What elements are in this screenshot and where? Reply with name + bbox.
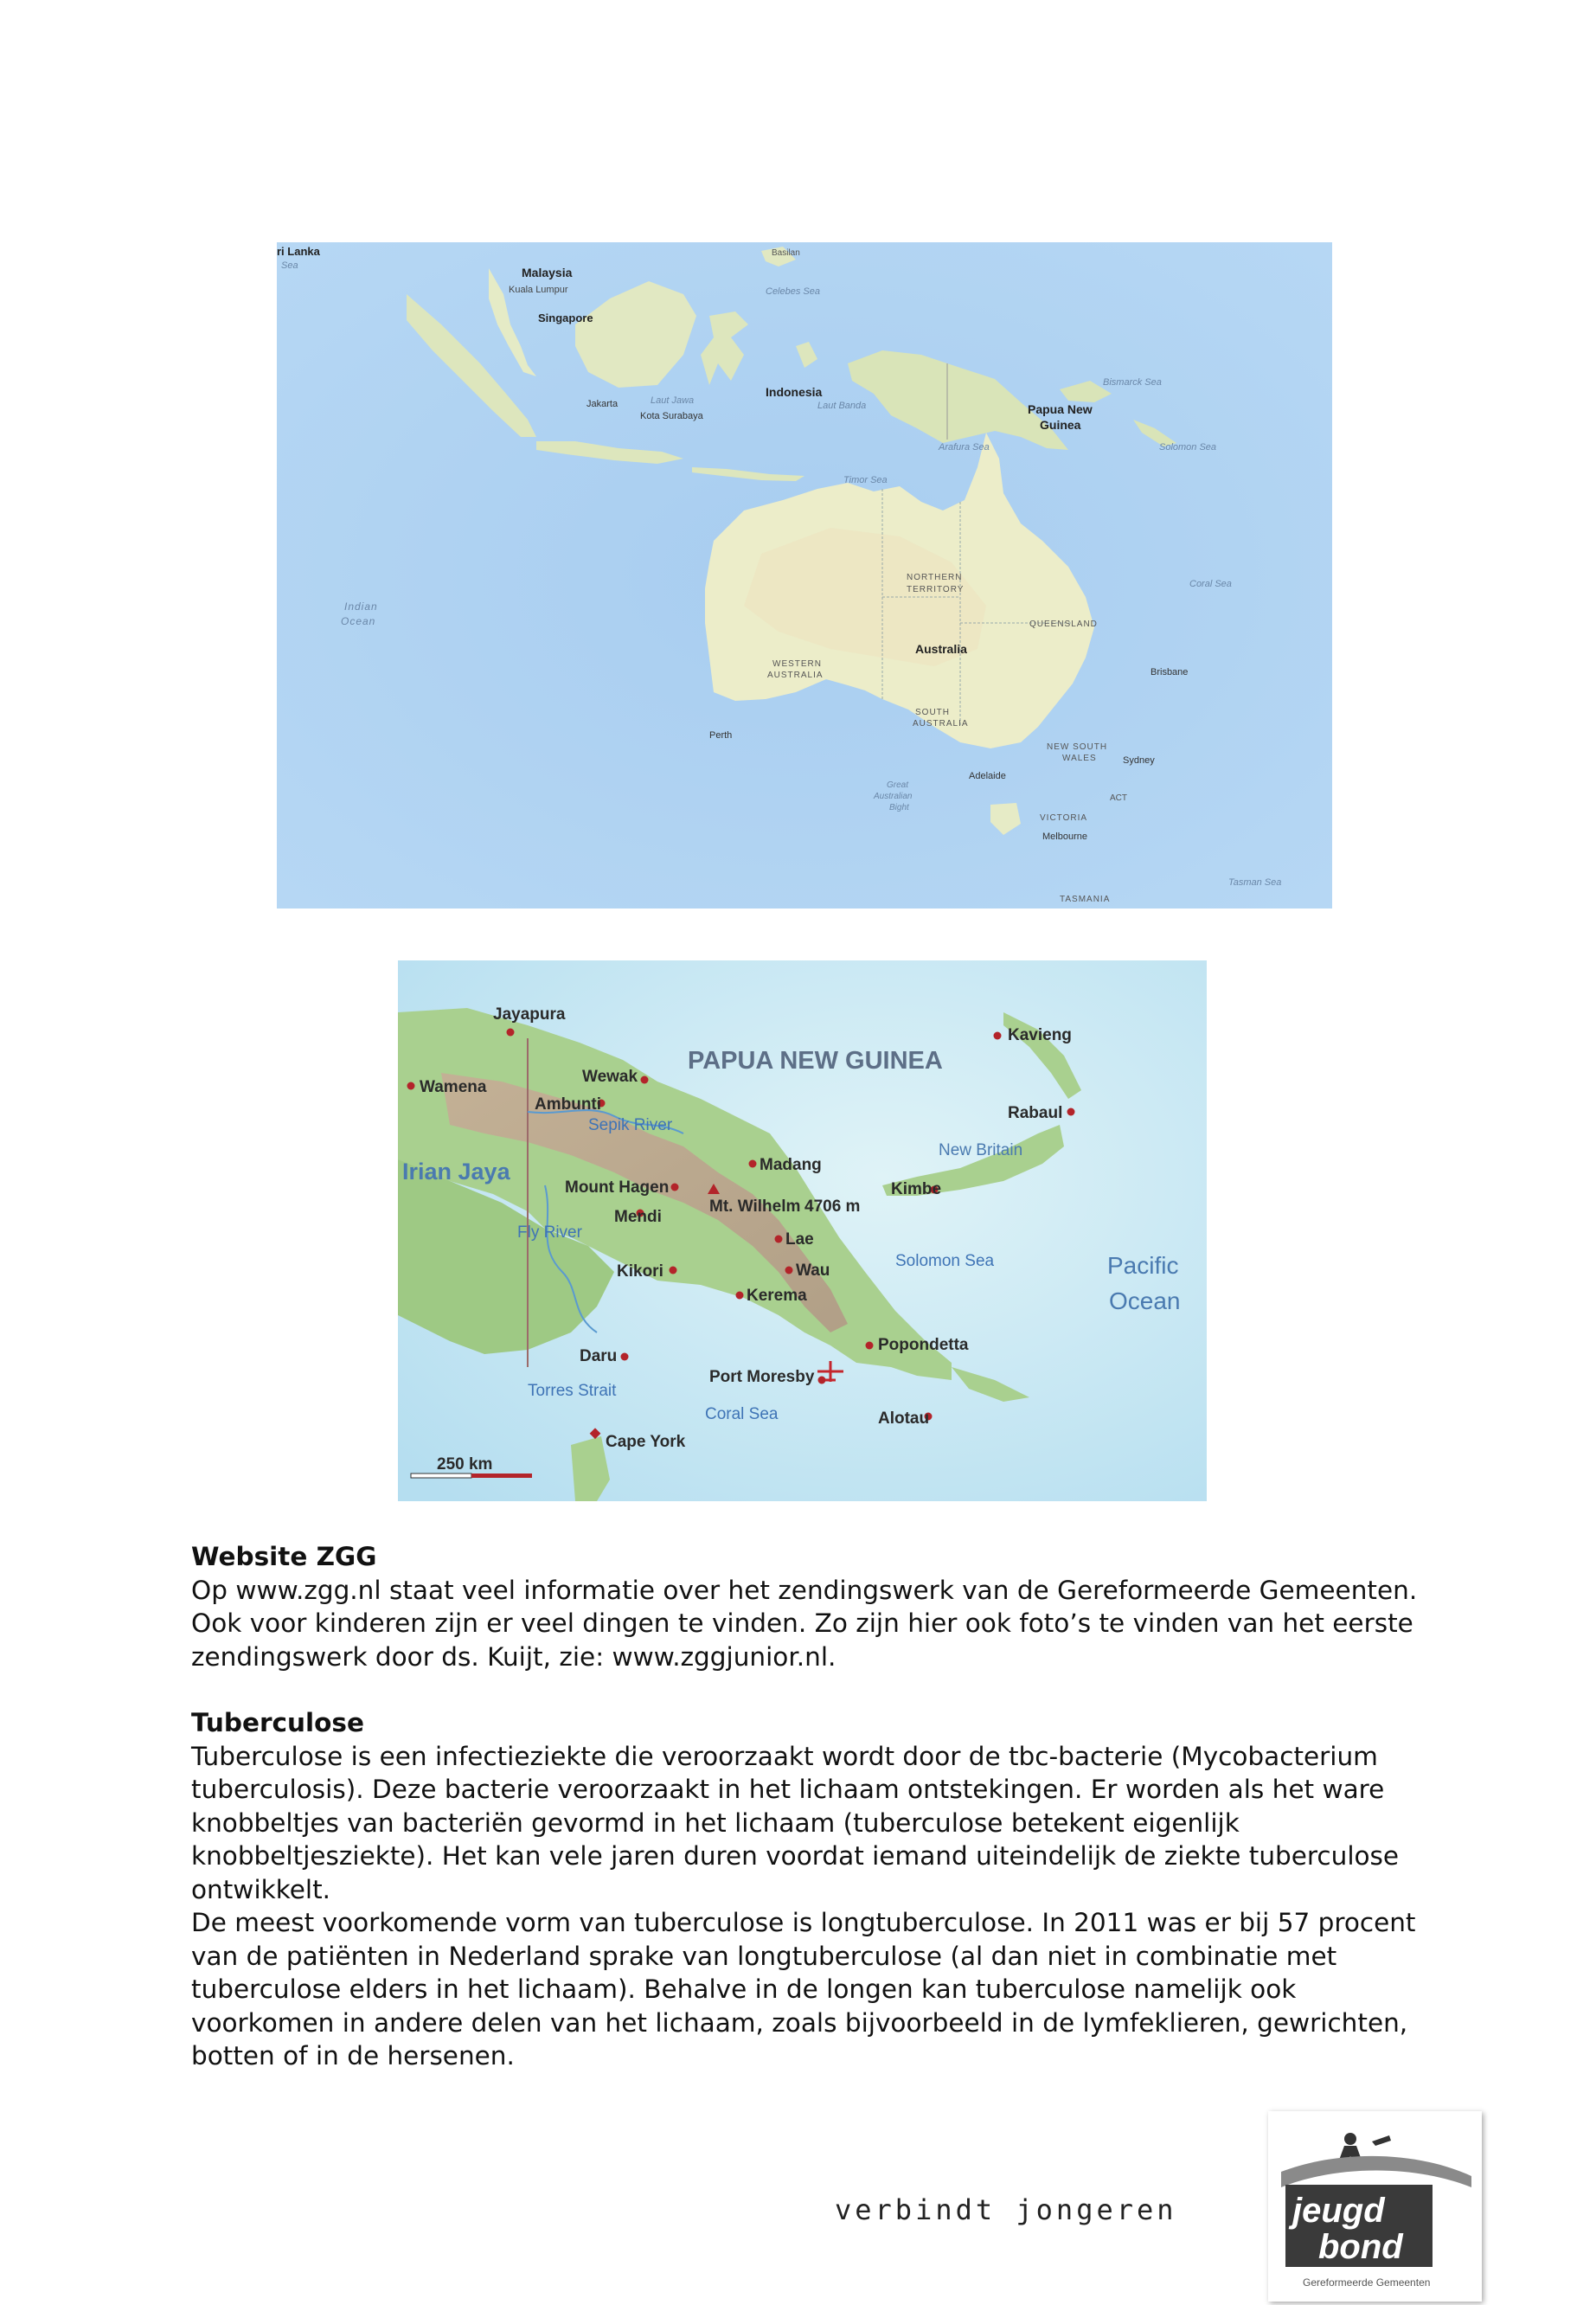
- label-sa-1: SOUTH: [915, 708, 950, 717]
- section-paragraph: Tuberculose is een infectieziekte die veroorzaakt wordt door de tbc-bacterie (Mycobacterium tuberculosis). Deze bacterie veroorzaakt in het lichaam ontstekingen. Er worden als het ware knobbeltjes van bacteriën gevormd in het lichaam (tuberculose betekent eigenlijk knobbeltjesziekte). Het kan vele jaren duren voordat iemand uiteindelijk de ziekte tuberculose ontwikkelt.: [191, 1741, 1400, 1904]
- png-label-mendi: Mendi: [614, 1208, 662, 1226]
- label-sydney: Sydney: [1123, 755, 1155, 766]
- png-label-mount-hagen: Mount Hagen: [565, 1178, 670, 1197]
- label-melbourne: Melbourne: [1042, 831, 1087, 842]
- label-wa-1: WESTERN: [772, 659, 822, 669]
- label-timor-sea: Timor Sea: [843, 475, 888, 485]
- png-label-irian-jaya: Irian Jaya: [402, 1159, 510, 1185]
- label-nsw-2: WALES: [1062, 754, 1097, 763]
- label-vic: VICTORIA: [1040, 813, 1088, 823]
- png-label-new-britain: New Britain: [939, 1141, 1023, 1159]
- logo-word-1: jeugd: [1292, 2192, 1385, 2230]
- png-label-port-moresby: Port Moresby: [709, 1368, 815, 1386]
- png-label-coral-sea: Coral Sea: [705, 1405, 779, 1423]
- label-png-1: Papua New: [1028, 402, 1093, 416]
- section-paragraph: Op www.zgg.nl staat veel informatie over het zendingswerk van de Gereformeerde Gemeenten. Ook voor kinderen zijn er veel dingen te vinden. Zo zijn hier ook foto’s te vinden van het eerste zendingswerk door ds. Kuijt, zie: www.zggjunior.nl.: [191, 1575, 1418, 1672]
- label-sri-sea: Sea: [281, 260, 298, 271]
- png-label-lae: Lae: [785, 1230, 814, 1249]
- png-label-kikori: Kikori: [617, 1262, 663, 1281]
- label-sri-lanka: ri Lanka: [277, 245, 320, 258]
- png-label-popondetta: Popondetta: [878, 1336, 969, 1354]
- png-label-madang: Madang: [760, 1156, 822, 1174]
- png-label-alotau: Alotau: [878, 1409, 930, 1428]
- label-act: ACT: [1110, 793, 1127, 803]
- png-label-torres-strait: Torres Strait: [528, 1382, 617, 1400]
- label-solomon-sea: Solomon Sea: [1159, 442, 1217, 453]
- logo-word-2: bond: [1318, 2228, 1403, 2266]
- section-paragraph: De meest voorkomende vorm van tuberculose is longtuberculose. In 2011 was er bij 57 procent van de patiënten in Nederland sprake van longtuberculose (al dan niet in combinatie met tuberculose elders in het lichaam). Behalve in de longen kan tuberculose namelijk ook voorkomen in andere delen van het lichaam, zoals bijvoorbeeld in de lymfeklieren, gewrichten, botten of in de hersenen.: [191, 1908, 1416, 2071]
- label-indonesia: Indonesia: [766, 385, 823, 399]
- label-nt-2: TERRITORY: [907, 585, 965, 594]
- png-label-kimbe: Kimbe: [891, 1180, 942, 1198]
- label-adelaide: Adelaide: [969, 771, 1006, 781]
- png-label-ambunti: Ambunti: [535, 1095, 602, 1114]
- label-bight-2: Australian: [874, 792, 913, 801]
- label-basilan: Basilan: [772, 248, 800, 258]
- label-laut-jawa: Laut Jawa: [651, 395, 695, 406]
- jeugdbond-logo: [1268, 2111, 1482, 2302]
- label-wa-2: AUSTRALIA: [767, 671, 824, 680]
- label-malaysia: Malaysia: [522, 266, 573, 279]
- label-bight-1: Great: [887, 780, 909, 790]
- label-bismarck-sea: Bismarck Sea: [1103, 377, 1162, 388]
- png-title: PAPUA NEW GUINEA: [688, 1047, 943, 1075]
- label-celebes-sea: Celebes Sea: [766, 286, 820, 297]
- png-label-wau: Wau: [796, 1262, 830, 1280]
- label-laut-banda: Laut Banda: [817, 401, 867, 411]
- png-label-kavieng: Kavieng: [1008, 1026, 1072, 1044]
- png-label-pacific-2: Ocean: [1109, 1287, 1181, 1314]
- label-tasmania: TASMANIA: [1060, 895, 1111, 904]
- png-label-solomon-sea: Solomon Sea: [895, 1252, 995, 1270]
- section-website-zgg: [191, 1540, 1420, 1673]
- png-label-kerema: Kerema: [747, 1287, 807, 1305]
- label-qld: QUEENSLAND: [1029, 620, 1098, 629]
- label-jakarta: Jakarta: [586, 399, 619, 409]
- section-tuberculose: [191, 1706, 1420, 2073]
- label-sa-2: AUSTRALIA: [913, 719, 969, 729]
- png-label-cape-york: Cape York: [606, 1433, 686, 1451]
- label-nt-1: NORTHERN: [907, 573, 963, 582]
- label-perth: Perth: [709, 730, 733, 741]
- png-label-fly-river: Fly River: [517, 1223, 582, 1242]
- footer-tagline: verbindt jongeren: [835, 2193, 1177, 2226]
- png-label-mt-wilhelm-height: 4706 m: [804, 1197, 861, 1216]
- label-indian-1: Indian: [344, 600, 378, 613]
- section-heading: Website ZGG: [191, 1542, 377, 1571]
- section-heading: Tuberculose: [191, 1708, 364, 1737]
- label-coral-sea: Coral Sea: [1189, 579, 1232, 589]
- label-nsw-1: NEW SOUTH: [1047, 742, 1108, 752]
- label-brisbane: Brisbane: [1151, 667, 1189, 677]
- png-label-rabaul: Rabaul: [1008, 1104, 1063, 1122]
- png-scale-label: 250 km: [437, 1455, 493, 1474]
- png-label-wewak: Wewak: [582, 1068, 638, 1086]
- png-label-mt-wilhelm: Mt. Wilhelm: [709, 1197, 801, 1216]
- label-surabaya: Kota Surabaya: [640, 411, 703, 421]
- article-text: [191, 1540, 1420, 2073]
- map-papua-new-guinea: [398, 960, 1207, 1501]
- label-singapore: Singapore: [538, 311, 593, 324]
- label-arafura-sea: Arafura Sea: [939, 442, 990, 453]
- label-bight-3: Bight: [889, 803, 909, 812]
- label-png-2: Guinea: [1040, 418, 1081, 432]
- label-australia: Australia: [915, 642, 967, 656]
- png-label-daru: Daru: [580, 1347, 618, 1365]
- label-indian-2: Ocean: [341, 615, 376, 627]
- label-tasman-sea: Tasman Sea: [1228, 877, 1282, 888]
- png-label-wamena: Wamena: [420, 1078, 487, 1096]
- logo-swoosh: [1281, 2156, 1471, 2187]
- png-label-jayapura: Jayapura: [493, 1005, 566, 1024]
- label-kuala-lumpur: Kuala Lumpur: [509, 285, 568, 295]
- logo-subtitle: Gereformeerde Gemeenten: [1303, 2276, 1431, 2289]
- map-southeast-asia-australia: [277, 242, 1332, 909]
- png-label-pacific-1: Pacific: [1107, 1252, 1179, 1279]
- png-label-sepik-river: Sepik River: [588, 1116, 673, 1134]
